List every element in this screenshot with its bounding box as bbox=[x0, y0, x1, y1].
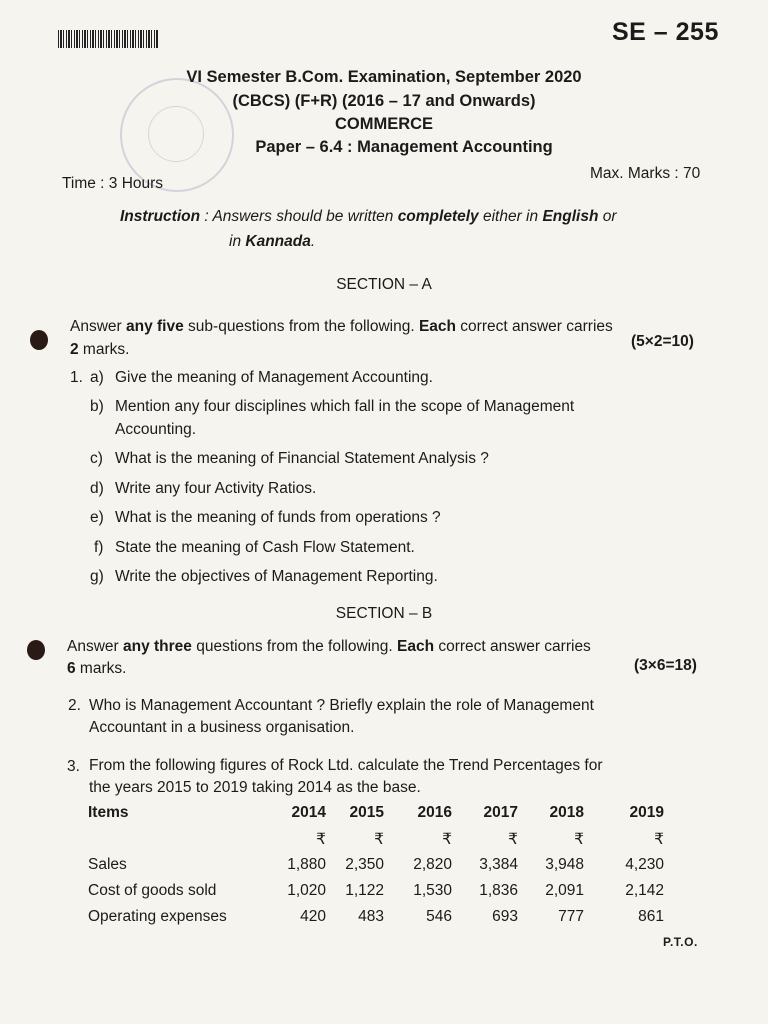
exam-scheme: (CBCS) (F+R) (2016 – 17 and Onwards) bbox=[232, 92, 536, 110]
table-cell: 2,142 bbox=[625, 882, 664, 899]
question-1d-text: Write any four Activity Ratios. bbox=[115, 480, 317, 497]
exam-title: VI Semester B.Com. Examination, September 2020 bbox=[186, 68, 582, 86]
question-1b-text-2: Accounting. bbox=[115, 421, 196, 438]
table-header-cell: 2016 bbox=[417, 804, 452, 821]
paper-code: SE – 255 bbox=[612, 18, 719, 46]
time-limit: Time : 3 Hours bbox=[62, 175, 164, 192]
section-b-title: SECTION – B bbox=[335, 605, 433, 622]
section-a-title: SECTION – A bbox=[336, 276, 432, 293]
table-cell: Sales bbox=[88, 856, 127, 873]
trend-table bbox=[88, 800, 664, 930]
table-cell: 693 bbox=[492, 908, 518, 925]
table-header-cell: 2015 bbox=[349, 804, 384, 821]
section-b-intro-2: 6 marks. bbox=[67, 660, 127, 677]
question-3-number: 3. bbox=[67, 758, 80, 775]
table-row bbox=[88, 878, 664, 904]
question-2-text-2: Accountant in a business organisation. bbox=[89, 719, 355, 736]
question-1f-text: State the meaning of Cash Flow Statement. bbox=[115, 539, 415, 556]
paper-title: Paper – 6.4 : Management Accounting bbox=[255, 138, 553, 156]
table-cell: 861 bbox=[638, 908, 664, 925]
question-1-number: 1. bbox=[70, 369, 83, 386]
table-header-cell: 2014 bbox=[291, 804, 326, 821]
table-cell: 3,948 bbox=[545, 856, 584, 873]
rupee-symbol: ₹ bbox=[316, 830, 326, 848]
barcode bbox=[58, 30, 158, 48]
table-cell: 1,020 bbox=[287, 882, 326, 899]
table-cell: 1,530 bbox=[413, 882, 452, 899]
question-3-text-2: the years 2015 to 2019 taking 2014 as the base. bbox=[89, 779, 421, 796]
table-cell: 1,122 bbox=[345, 882, 384, 899]
table-header-row bbox=[88, 800, 664, 826]
section-b-intro: Answer any three questions from the following. Each correct answer carries bbox=[67, 638, 591, 655]
table-header-cell: 2017 bbox=[483, 804, 518, 821]
section-b-marks: (3×6=18) bbox=[634, 657, 697, 674]
pto-label: P.T.O. bbox=[663, 935, 698, 949]
question-1c-text: What is the meaning of Financial Statement Analysis ? bbox=[115, 450, 489, 467]
table-cell: 420 bbox=[300, 908, 326, 925]
rupee-symbol: ₹ bbox=[654, 830, 664, 848]
question-1f-label: f) bbox=[94, 539, 104, 556]
table-cell: Cost of goods sold bbox=[88, 882, 217, 899]
rupee-symbol: ₹ bbox=[374, 830, 384, 848]
table-cell: Operating expenses bbox=[88, 908, 227, 925]
question-1b-label: b) bbox=[90, 398, 104, 415]
table-cell: 1,880 bbox=[287, 856, 326, 873]
question-1e-label: e) bbox=[90, 509, 104, 526]
instruction-line-2: in Kannada. bbox=[229, 233, 316, 250]
table-cell: 4,230 bbox=[625, 856, 664, 873]
question-1b-text: Mention any four disciplines which fall in the scope of Management bbox=[115, 398, 575, 415]
table-row bbox=[88, 904, 664, 930]
table-cell bbox=[88, 826, 268, 852]
table-cell: 2,350 bbox=[345, 856, 384, 873]
subject: COMMERCE bbox=[334, 115, 434, 133]
table-row bbox=[88, 852, 664, 878]
question-1a-text: Give the meaning of Management Accounting. bbox=[115, 369, 433, 386]
section-a-intro-2: 2 marks. bbox=[70, 341, 130, 358]
table-cell: 2,091 bbox=[545, 882, 584, 899]
section-a-marks: (5×2=10) bbox=[631, 333, 694, 350]
question-1e-text: What is the meaning of funds from operations ? bbox=[115, 509, 441, 526]
instruction-label: Instruction bbox=[120, 208, 201, 225]
question-1c-label: c) bbox=[90, 450, 103, 467]
rupee-symbol: ₹ bbox=[508, 830, 518, 848]
table-currency-row bbox=[88, 826, 664, 852]
question-2-number: 2. bbox=[68, 697, 81, 714]
punch-hole bbox=[30, 330, 48, 350]
punch-hole-2 bbox=[27, 640, 45, 660]
question-3-text: From the following figures of Rock Ltd. calculate the Trend Percentages for bbox=[89, 757, 603, 774]
table-cell: 777 bbox=[558, 908, 584, 925]
question-1g-text: Write the objectives of Management Reporting. bbox=[115, 568, 438, 585]
rupee-symbol: ₹ bbox=[442, 830, 452, 848]
table-cell: 483 bbox=[358, 908, 384, 925]
table-header-cell: 2018 bbox=[549, 804, 584, 821]
table-header-cell: Items bbox=[88, 804, 129, 821]
table-cell: 3,384 bbox=[479, 856, 518, 873]
table-cell: 2,820 bbox=[413, 856, 452, 873]
table-cell: 1,836 bbox=[479, 882, 518, 899]
question-1g-label: g) bbox=[90, 568, 104, 585]
table-cell: 546 bbox=[426, 908, 452, 925]
section-a-intro: Answer any five sub-questions from the following. Each correct answer carries bbox=[70, 318, 613, 335]
instruction-line-1: Instruction : Answers should be written completely either in English or bbox=[120, 208, 617, 225]
question-1a-label: a) bbox=[90, 369, 104, 386]
question-1d-label: d) bbox=[90, 480, 104, 497]
max-marks: Max. Marks : 70 bbox=[590, 165, 701, 182]
question-2-text: Who is Management Accountant ? Briefly explain the role of Management bbox=[89, 697, 594, 714]
rupee-symbol: ₹ bbox=[574, 830, 584, 848]
table-header-cell: 2019 bbox=[629, 804, 664, 821]
